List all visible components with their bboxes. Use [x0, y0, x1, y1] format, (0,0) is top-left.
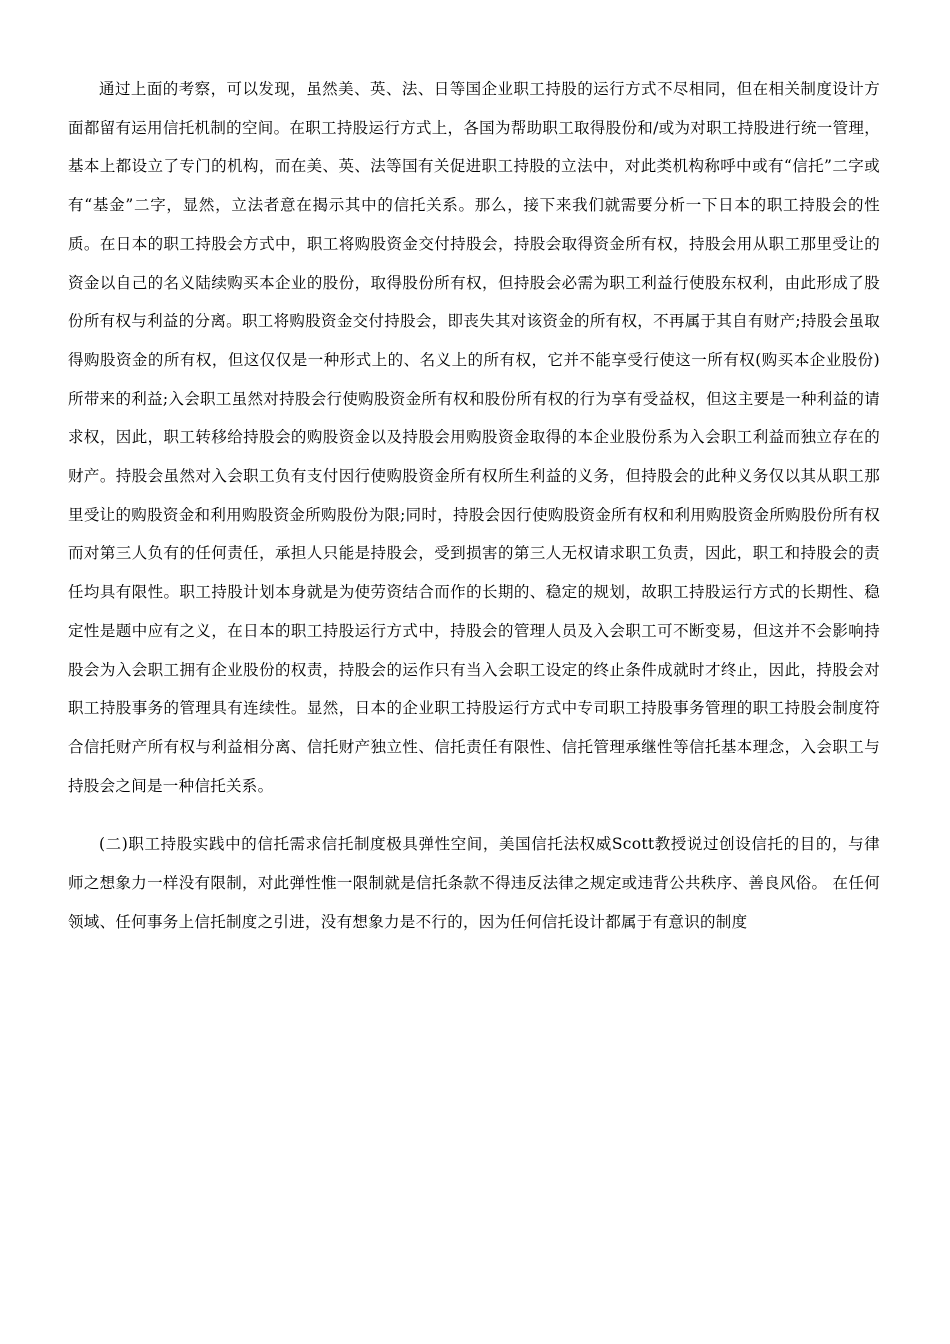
- document-page: [68, 70, 880, 941]
- paragraph-2: (二)职工持股实践中的信托需求信托制度极具弹性空间，美国信托法权威Scott教授说过创设信托的目的，与律师之想象力一样没有限制，对此弹性惟一限制就是信托条款不得违反法律之规定或违背公共秩序、善良风俗。 在任何领域、任何事务上信托制度之引进，没有想象力是不行的，因为任何信托设计都属于有意识的制度: [68, 835, 880, 931]
- paragraph-1: 通过上面的考察，可以发现，虽然美、英、法、日等国企业职工持股的运行方式不尽相同，但在相关制度设计方面都留有运用信托机制的空间。在职工持股运行方式上，各国为帮助职工取得股份和/或为对职工持股进行统一管理，基本上都设立了专门的机构，而在美、英、法等国有关促进职工持股的立法中，对此类机构称呼中或有“信托”二字或有“基金”二字，显然，立法者意在揭示其中的信托关系。那么，接下来我们就需要分析一下日本的职工持股会的性质。在日本的职工持股会方式中，职工将购股资金交付持股会，持股会取得资金所有权，持股会用从职工那里受让的资金以自己的名义陆续购买本企业的股份，取得股份所有权，但持股会必需为职工利益行使股东权利，由此形成了股份所有权与利益的分离。职工将购股资金交付持股会，即丧失其对该资金的所有权，不再属于其自有财产;持股会虽取得购股资金的所有权，但这仅仅是一种形式上的、名义上的所有权，它并不能享受行使这一所有权(购买本企业股份)所带来的利益;入会职工虽然对持股会行使购股资金所有权和股份所有权的行为享有受益权，但这主要是一种利益的请求权，因此，职工转移给持股会的购股资金以及持股会用购股资金取得的本企业股份系为入会职工利益而独立存在的财产。持股会虽然对入会职工负有支付因行使购股资金所有权所生利益的义务，但持股会的此种义务仅以其从职工那里受让的购股资金和利用购股资金所购股份为限;同时，持股会因行使购股资金所有权和利用购股资金所购股份所有权而对第三人负有的任何责任，承担人只能是持股会，受到损害的第三人无权请求职工负责，因此，职工和持股会的责任均具有限性。职工持股计划本身就是为使劳资结合而作的长期的、稳定的规划，故职工持股运行方式的长期性、稳定性是题中应有之义，在日本的职工持股运行方式中，持股会的管理人员及入会职工可不断变易，但这并不会影响持股会为入会职工拥有企业股份的权责，持股会的运作只有当入会职工设定的终止条件成就时才终止，因此，持股会对职工持股事务的管理具有连续性。显然，日本的企业职工持股运行方式中专司职工持股事务管理的职工持股会制度符合信托财产所有权与利益相分离、信托财产独立性、信托责任有限性、信托管理承继性等信托基本理念，入会职工与持股会之间是一种信托关系。: [68, 80, 880, 795]
